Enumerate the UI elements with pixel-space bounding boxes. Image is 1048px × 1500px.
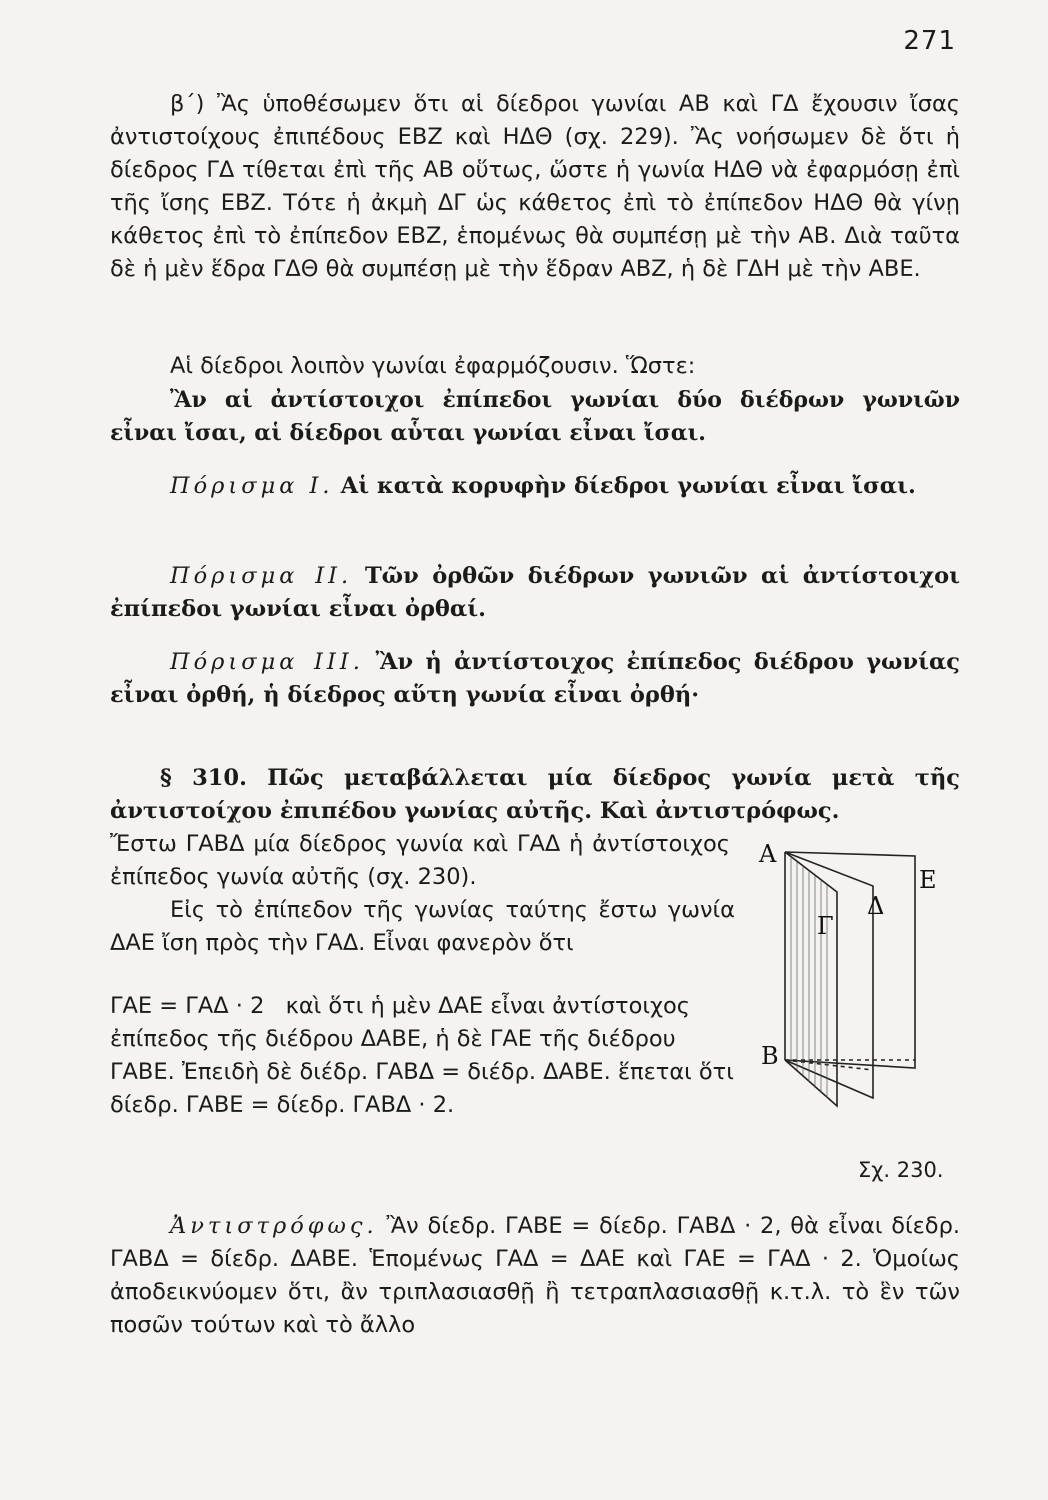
corollary-2 <box>110 560 960 626</box>
section-310-body <box>110 894 735 960</box>
label-e: Ε <box>919 866 937 894</box>
converse-text: Ἂν δίεδρ. ΓΑΒΕ = δίεδρ. ΓΑΒΔ · 2, θὰ εἶναι δίεδρ. ΓΑΒΔ = δίεδρ. ΔΑΒΕ. Ἑπομένως ΓΑΔ = ΔΑΕ καὶ ΓΑΕ = ΓΑΔ · 2. Ὁμοίως ἀποδεικνύομεν ὅτι, ἂν τριπλασιασθῇ ἢ τετραπλασιασθῇ κ.τ.λ. τὸ ἓν τῶν ποσῶν τούτων καὶ τὸ ἄλλο <box>110 1213 961 1338</box>
label-d: Δ <box>867 892 885 920</box>
paragraph-proof <box>110 88 960 286</box>
converse-label: Ἀντιστρόφως. <box>170 1213 378 1239</box>
section-310-heading: § 310. Πῶς μεταβάλλεται μία δίεδρος γωνία μετὰ τῆς ἀντιστοίχου ἐπιπέδου γωνίας αὐτῆς. Καὶ ἀντιστρόφως. <box>110 765 960 824</box>
corollary-1 <box>110 470 960 503</box>
theorem-statement <box>110 384 960 450</box>
section-310-cont: καὶ ὅτι ἡ μὲν ΔΑΕ εἶναι ἀντίστοιχος ἐπίπεδος τῆς διέδρου ΔΑΒΕ, ἡ δὲ ΓΑΕ τῆς διέδρου ΓΑΒΕ. Ἐπειδὴ δὲ διέδρ. ΓΑΒΔ = διέδρ. ΔΑΒΕ. ἕπεται ὅτι δίεδρ. ΓΑΒΕ = δίεδρ. ΓΑΒΔ · 2. <box>110 993 734 1118</box>
corollary-1-text: Αἱ κατὰ κορυφὴν δίεδροι γωνίαι εἶναι ἴσαι. <box>340 473 916 499</box>
equation-1-text: ΓΑΕ = ΓΑΔ · 2 <box>110 993 265 1019</box>
corollary-2-text: Τῶν ὀρθῶν διέδρων γωνιῶν αἱ ἀντίστοιχοι ἐπίπεδοι γωνίαι εἶναι ὀρθαί. <box>110 563 960 622</box>
page-number: 271 <box>903 26 956 56</box>
converse-paragraph <box>110 1210 960 1342</box>
plane-gamma <box>785 852 837 1106</box>
paragraph-conclusion <box>110 350 960 383</box>
corollary-3-text: Ἂν ἡ ἀντίστοιχος ἐπίπεδος διέδρου γωνίας εἶναι ὀρθή, ἡ δίεδρος αὕτη γωνία εἶναι ὀρθή· <box>110 649 960 708</box>
label-b: Β <box>761 1042 779 1070</box>
section-310-intro-text: Ἔστω ΓΑΒΔ μία δίεδρος γωνία καὶ ΓΑΔ ἡ ἀντίστοιχος ἐπίπεδος γωνία αὐτῆς (σχ. 230). <box>110 831 730 890</box>
label-g: Γ <box>817 912 834 940</box>
section-310-body-text: Εἰς τὸ ἐπίπεδον τῆς γωνίας ταύτης ἔστω γωνία ΔΑΕ ἴση πρὸς τὴν ΓΑΔ. Εἶναι φανερὸν ὅτι <box>110 897 735 956</box>
conclusion-text: Αἱ δίεδροι λοιπὸν γωνίαι ἐφαρμόζουσιν. Ὥστε: <box>170 353 696 379</box>
corollary-3-label: Πόρισμα ΙΙΙ. <box>170 649 364 675</box>
equation-1 <box>110 990 740 1122</box>
corollary-2-label: Πόρισμα ΙΙ. <box>170 563 353 589</box>
plane-epsilon <box>785 852 915 1068</box>
theorem-text: Ἂν αἱ ἀντίστοιχοι ἐπίπεδοι γωνίαι δύο διέδρων γωνιῶν εἶναι ἴσαι, αἱ δίεδροι αὗται γωνίαι εἶναι ἴσαι. <box>110 387 960 446</box>
proof-text: β΄) Ἂς ὑποθέσωμεν ὅτι αἱ δίεδροι γωνίαι ΑΒ καὶ ΓΔ ἔχουσιν ἴσας ἀντιστοίχους ἐπιπέδους ΕΒΖ καὶ ΗΔΘ (σχ. 229). Ἂς νοήσωμεν δὲ ὅτι ἡ δίεδρος ΓΔ τίθεται ἐπὶ τῆς ΑΒ οὕτως, ὥστε ἡ γωνία ΗΔΘ νὰ ἐφαρμόσῃ ἐπὶ τῆς ἴσης ΕΒΖ. Τότε ἡ ἀκμὴ ΔΓ ὡς κάθετος ἐπὶ τὸ ἐπίπεδον ΗΔΘ θὰ γίνῃ κάθετος ἐπὶ τὸ ἐπίπεδον ΕΒΖ, ἑπομένως θὰ συμπέσῃ μὲ τὴν ΑΒ. Διὰ ταῦτα δὲ ἡ μὲν ἕδρα ΓΔΘ θὰ συμπέσῃ μὲ τὴν ἕδραν ΑΒΖ, ἡ δὲ ΓΔΗ μὲ τὴν ΑΒΕ. <box>110 91 960 282</box>
figure-caption: Σχ. 230. <box>858 1158 944 1182</box>
label-a: Α <box>759 840 777 868</box>
section-310-intro <box>110 828 730 894</box>
corollary-3 <box>110 646 960 712</box>
figure-230 <box>755 838 955 1138</box>
section-310 <box>110 762 960 828</box>
corollary-1-label: Πόρισμα Ι. <box>170 473 334 499</box>
